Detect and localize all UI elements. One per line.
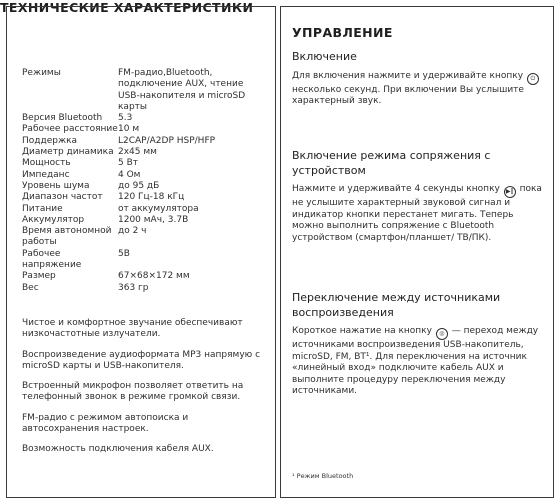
controls-title: УПРАВЛЕНИЕ xyxy=(292,25,393,40)
spec-row xyxy=(22,136,262,147)
spec-value: 4 Ом xyxy=(118,169,141,180)
spec-key: Диаметр динамика xyxy=(22,147,114,158)
spec-value: 5.3 xyxy=(118,113,133,124)
section-text: Для включения нажмите и удерживайте кнопку ⏻ несколько секунд. При включении Вы услышите характерный звук. xyxy=(292,71,542,108)
section-heading: Включение xyxy=(292,50,357,63)
spec-row xyxy=(22,68,262,113)
spec-row xyxy=(22,215,262,226)
spec-value: 5В xyxy=(118,248,130,259)
feature-note: Встроенный микрофон позволяет ответить на телефонный звонок в режиме громкой связи. xyxy=(22,381,244,403)
feature-note: FM-радио с режимом автопоиска и автосохранения настроек. xyxy=(22,412,189,435)
spec-row xyxy=(22,158,262,169)
feature-note: Возможность подключения кабеля AUX. xyxy=(22,444,214,455)
spec-key: Рабочее расстояние xyxy=(22,124,118,135)
spec-row xyxy=(22,181,262,192)
spec-value: 5 Вт xyxy=(118,158,139,169)
feature-note: Воспроизведение аудиоформата MP3 напрямую с microSD карты и USB-накопителя. xyxy=(22,349,261,371)
spec-value: L2CAP/A2DP HSP/HFP xyxy=(118,135,216,146)
spec-key: Время автономной работы xyxy=(22,226,112,248)
spec-value: 1200 мАч, 3.7В xyxy=(118,214,189,225)
power-button-icon: ⏻ xyxy=(527,73,539,85)
spec-key: Режимы xyxy=(22,68,61,78)
spec-row xyxy=(22,226,262,249)
spec-value: до 2 ч xyxy=(118,226,147,237)
spec-key: Аккумулятор xyxy=(22,214,85,225)
spec-row xyxy=(22,113,262,124)
spec-value: 10 м xyxy=(118,124,140,135)
spec-key: Размер xyxy=(22,271,56,282)
spec-row xyxy=(22,283,262,294)
spec-key: Диапазон частот xyxy=(22,192,103,203)
footnote: ¹ Режим Bluetooth xyxy=(292,472,354,480)
spec-value: от аккумулятора xyxy=(118,203,199,214)
section-power-on xyxy=(292,50,542,108)
specs-table xyxy=(22,68,262,294)
spec-key: Уровень шума xyxy=(22,180,90,191)
section-text: Нажмите и удерживайте 4 секунды кнопку ▶‖ пока не услышите характерный звуковой сигнал и индикатор кнопки перестанет мигать. Теперь можно выполнить сопряжение с Bluetooth устройством (смартфон/планшет/ ТВ/ПК). xyxy=(292,184,542,243)
spec-value: 67×68×172 мм xyxy=(118,271,190,282)
spec-row xyxy=(22,192,262,203)
spec-row xyxy=(22,124,262,135)
spec-row xyxy=(22,271,262,282)
play-pause-button-icon: ▶‖ xyxy=(504,186,516,198)
spec-key: Питание xyxy=(22,203,63,214)
section-pairing xyxy=(292,149,542,244)
spec-key: Рабочее напряжение xyxy=(22,248,82,271)
section-text: Короткое нажатие на кнопку ◎ — переход между источниками воспроизведения USB-накопитель, microSD, FM, BT¹. Для переключения на источник «линейный вход» подключите кабель AUX и выполните процедуру переключения между источниками. xyxy=(292,326,539,396)
spec-row xyxy=(22,204,262,215)
spec-value: 120 Гц-18 кГц xyxy=(118,192,185,203)
spec-key: Версия Bluetooth xyxy=(22,113,103,124)
spec-key: Вес xyxy=(22,282,39,293)
specs-title: ТЕХНИЧЕСКИЕ ХАРАКТЕРИСТИКИ xyxy=(0,0,254,15)
section-heading: Переключение между источниками воспроизведения xyxy=(292,291,501,319)
section-heading: Включение режима сопряжения с устройством xyxy=(292,149,491,177)
spec-value: до 95 дБ xyxy=(118,180,160,191)
spec-row xyxy=(22,170,262,181)
spec-key: Поддержка xyxy=(22,135,78,146)
spec-value: FM-радио,Bluetooth, подключение AUX, чтение USB-накопителя и microSD карты xyxy=(118,68,246,112)
spec-value: 2x45 мм xyxy=(118,147,157,158)
spec-row xyxy=(22,249,262,272)
spec-row xyxy=(22,147,262,158)
features-list xyxy=(22,318,266,465)
spec-key: Импеданс xyxy=(22,169,70,180)
feature-note: Чистое и комфортное звучание обеспечивают низкочастотные излучатели. xyxy=(22,318,243,340)
mode-button-icon: ◎ xyxy=(436,328,448,340)
spec-key: Мощность xyxy=(22,158,71,169)
section-source-switch xyxy=(292,291,542,398)
spec-value: 363 гр xyxy=(118,282,149,293)
